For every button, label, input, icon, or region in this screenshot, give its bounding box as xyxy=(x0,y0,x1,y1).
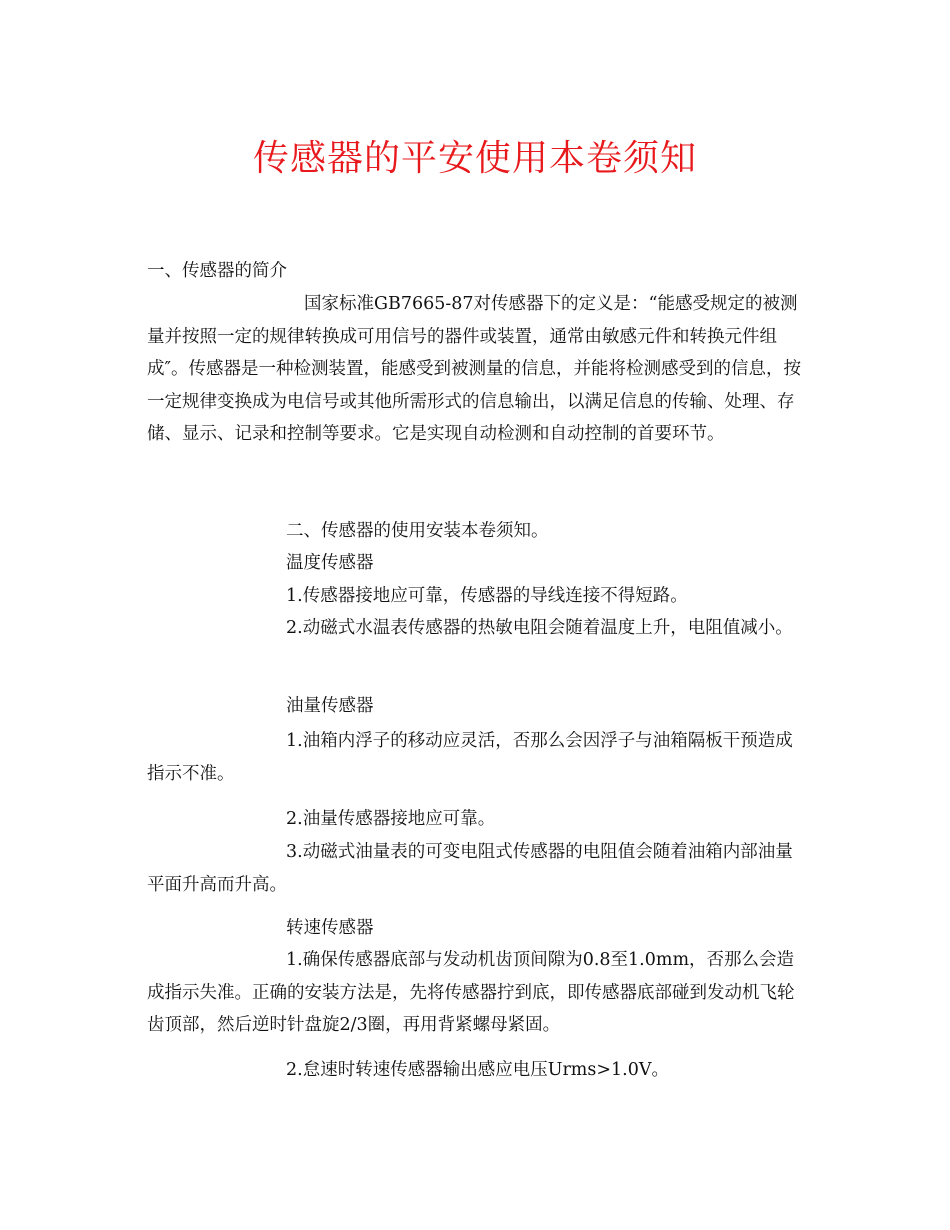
fuel-item-1: 1.油箱内浮子的移动应灵活，否那么会因浮子与油箱隔板干预造成指示不准。 xyxy=(147,731,793,784)
speed-item-1: 1.确保传感器底部与发动机齿顶间隙为0.8至1.0mm，否那么会造成指示失准。正确的安装方法是，先将传感器拧到底，即传感器底部碰到发动机飞轮齿顶部，然后逆时针盘旋2/3圈，再用背紧螺母紧固。 xyxy=(147,950,795,1035)
subheading-fuel-sensor: 油量传感器 xyxy=(286,696,374,716)
fuel-item-3: 3.动磁式油量表的可变电阻式传感器的电阻值会随着油箱内部油量平面升高而升高。 xyxy=(147,842,793,895)
intro-paragraph: 国家标准GB7665-87对传感器下的定义是：“能感受规定的被测量并按照一定的规律转换成可用信号的器件或装置，通常由敏感元件和转换元件组成″。传感器是一种检测装置，能感受到被测量的信息，并能将检测感受到的信息，按一定规律变换成为电信号或其他所需形式的信息输出，以满足信息的传输、处理、存储、显示、记录和控制等要求。它是实现自动检测和自动控制的首要环节。 xyxy=(147,294,802,444)
speed-item-2: 2.怠速时转速传感器输出感应电压Urms>1.0V。 xyxy=(286,1060,670,1080)
temperature-item-2: 2.动磁式水温表传感器的热敏电阻会随着温度上升，电阻值减小。 xyxy=(286,618,793,638)
fuel-item-2: 2.油量传感器接地应可靠。 xyxy=(286,809,496,829)
section-heading-installation: 二、传感器的使用安装本卷须知。 xyxy=(286,521,549,541)
subheading-speed-sensor: 转速传感器 xyxy=(286,918,374,938)
temperature-item-1: 1.传感器接地应可靠，传感器的导线连接不得短路。 xyxy=(286,586,688,606)
section-heading-intro: 一、传感器的简介 xyxy=(147,261,287,281)
subheading-temperature-sensor: 温度传感器 xyxy=(286,553,374,573)
document-title: 传感器的平安使用本卷须知 xyxy=(252,138,697,179)
